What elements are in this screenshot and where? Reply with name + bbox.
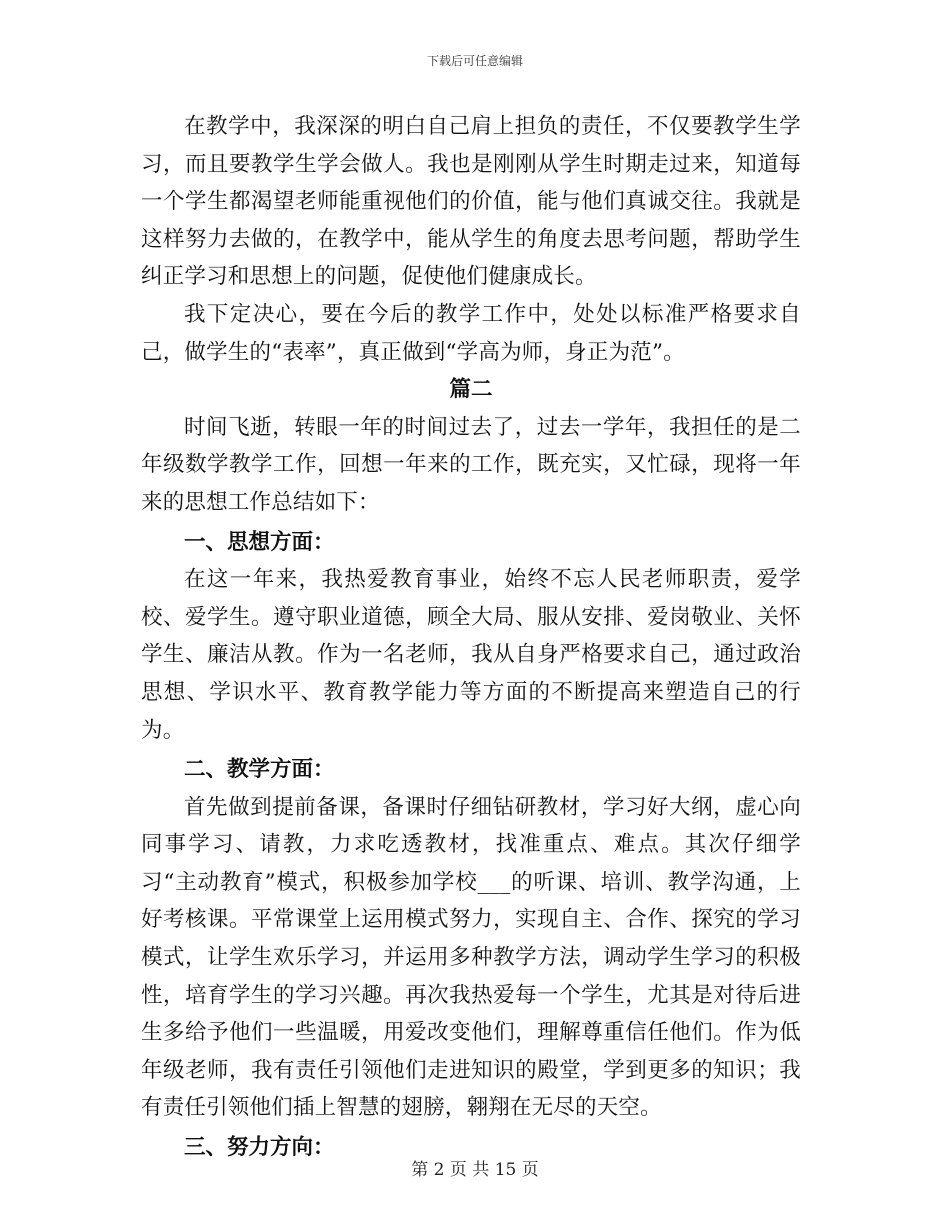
heading-teaching: 二、教学方面： <box>184 757 335 783</box>
heading-thought: 一、思想方面： <box>184 529 335 555</box>
paragraph-1: 在教学中，我深深的明白自己肩上担负的责任，不仅要教学生学习，而且要教学生学会做人。我也是刚刚从学生时期走过来，知道每一个学生都渴望老师能重视他们的价值，能与他们真诚交往。我就是这样努力去做的，在教学中，能从学生的角度去思考问题，帮助学生纠正学习和思想上的问题，促使他们健康成长。 <box>141 114 801 290</box>
page-number: 第 2 页 共 15 页 <box>411 1160 539 1180</box>
paragraph-4: 在这一年来，我热爱教育事业，始终不忘人民老师职责，爱学校、爱学生。遵守职业道德，顾全大局、服从安排、爱岗敬业、关怀学生、廉洁从教。作为一名老师，我从自身严格要求自己，通过政治思想、学识水平、教育教学能力等方面的不断提高来塑造自己的行为。 <box>141 567 801 743</box>
header-note: 下载后可任意编辑 <box>426 54 523 68</box>
paragraph-5: 首先做到提前备课，备课时仔细钻研教材，学习好大纲，虚心向同事学习、请教，力求吃透教材，找准重点、难点。其次仔细学习“主动教育”模式，积极参加学校___的听课、培训、教学沟通，上好考核课。平常课堂上运用模式努力，实现自主、合作、探究的学习模式，让学生欢乐学习，并运用多种教学方法，调动学生学习的积极性，培育学生的学习兴趣。再次我热爱每一个学生，尤其是对待后进生多给予他们一些温暖，用爱改变他们，理解尊重信任他们。作为低年级老师，我有责任引领他们走进知识的殿堂，学到更多的知识；我有责任引领他们插上智慧的翅膀，翱翔在无尽的天空。 <box>141 794 801 1121</box>
paragraph-2: 我下定决心，要在今后的教学工作中，处处以标准严格要求自己，做学生的“表率”，真正做到“学高为师，身正为范”。 <box>141 301 801 365</box>
section-title: 篇二 <box>449 377 493 403</box>
paragraph-3: 时间飞逝，转眼一年的时间过去了，过去一学年，我担任的是二年级数学教学工作，回想一年来的工作，既充实，又忙碌，现将一年来的思想工作总结如下： <box>141 414 801 515</box>
document-body <box>141 108 801 1167</box>
heading-direction: 三、努力方向： <box>184 1135 335 1161</box>
